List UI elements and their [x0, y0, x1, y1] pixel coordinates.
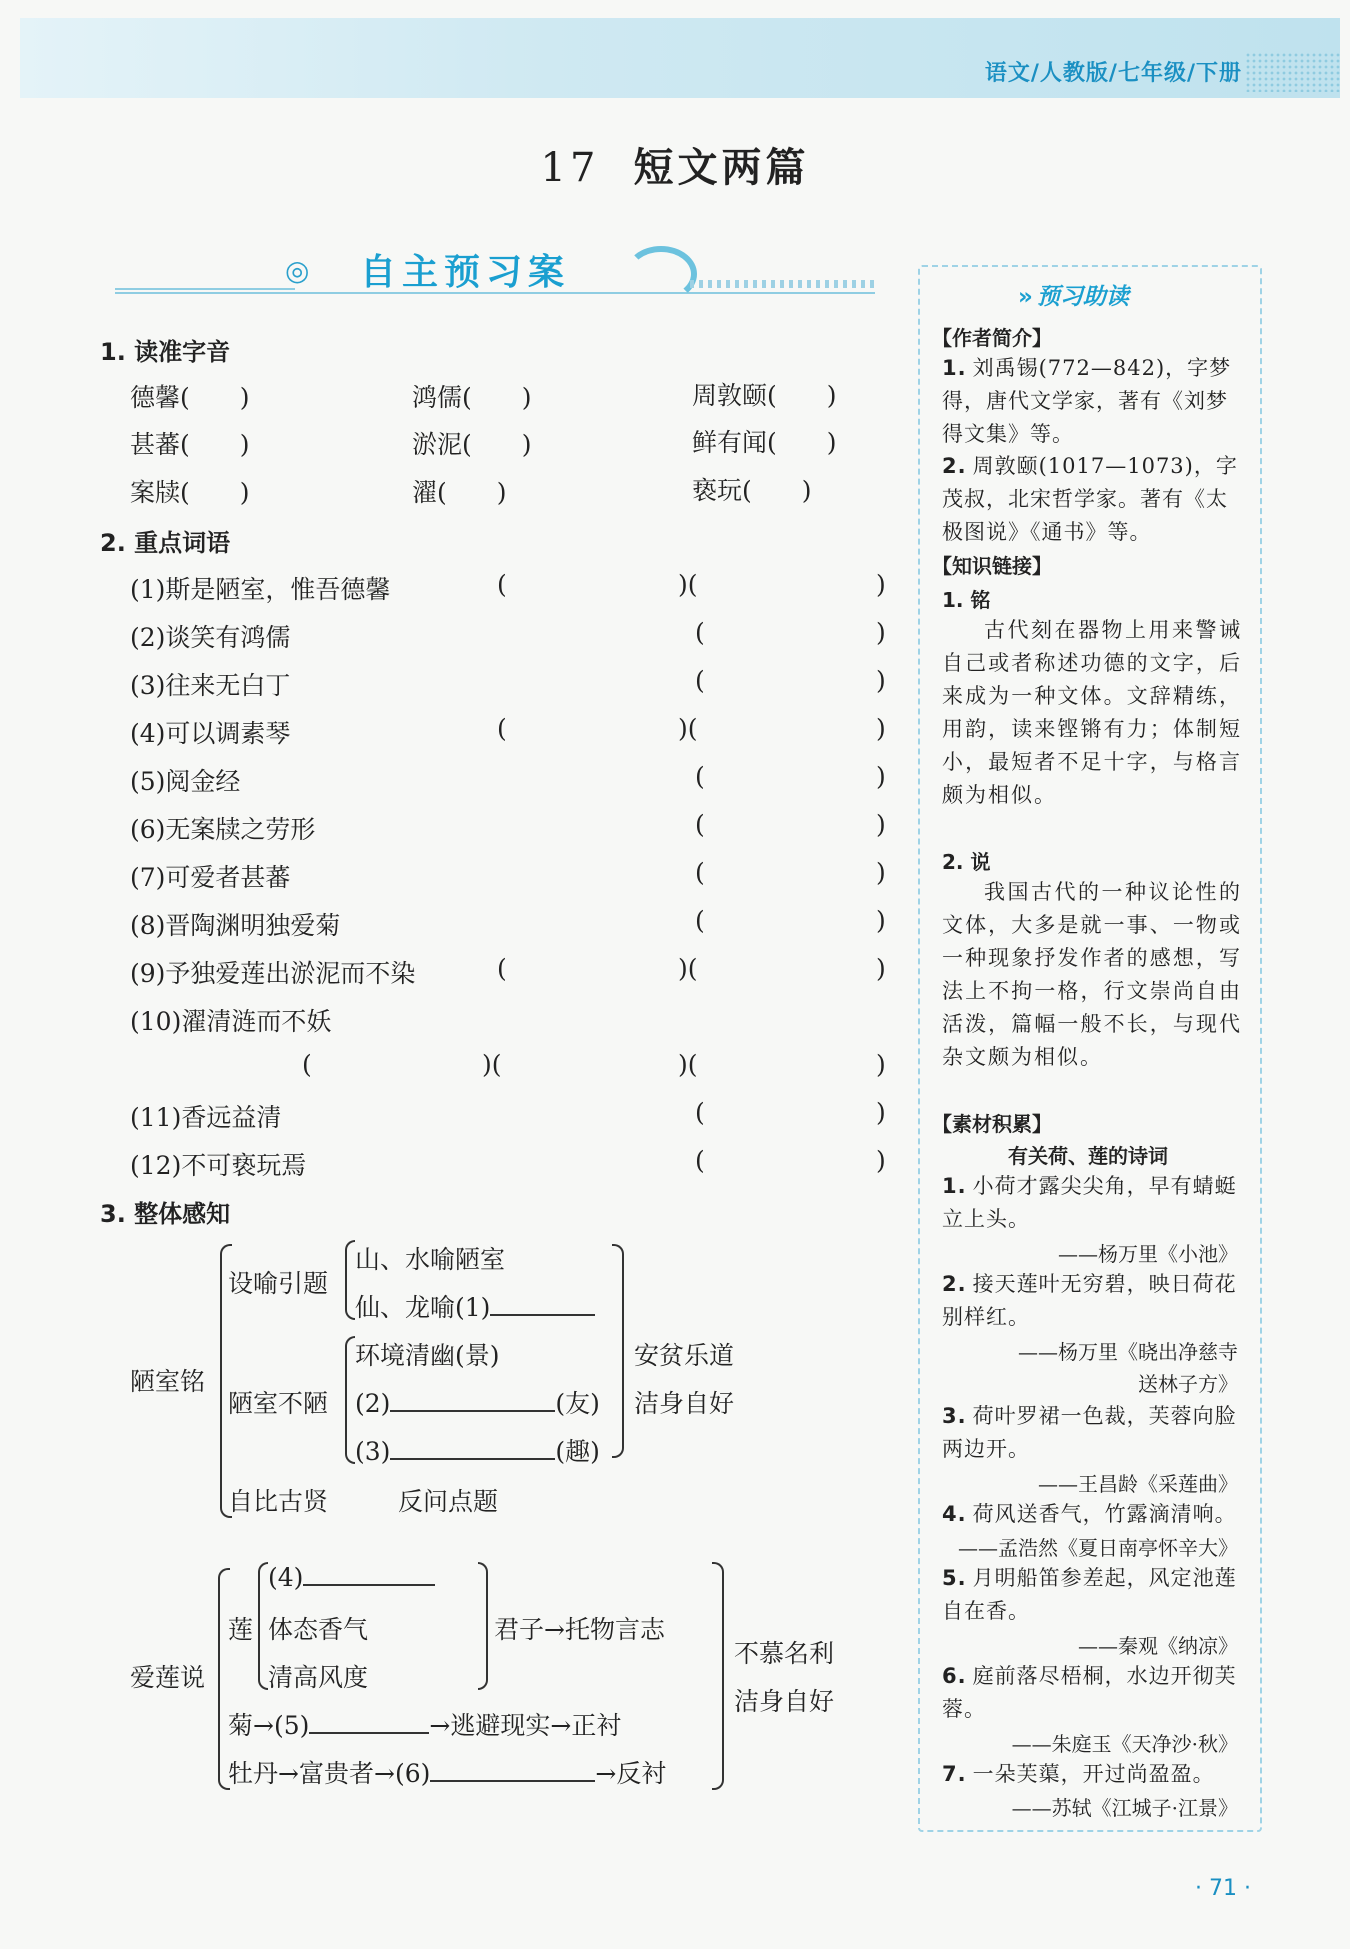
lsm-g2a: 环境清幽(景) [355, 1341, 500, 1370]
answer-paren: ) [876, 714, 886, 743]
answer-paren: ( [695, 906, 705, 935]
brace-als-right [712, 1562, 724, 1790]
q1-heading: 1. 读准字音 [100, 338, 231, 366]
q1-item: 案牍( ) [130, 478, 250, 507]
diagram-root-lsm: 陋室铭 [130, 1367, 206, 1396]
answer-paren: ( [497, 714, 507, 743]
q1-item: 淤泥( ) [412, 430, 532, 459]
answer-paren: )( [678, 1050, 698, 1079]
answer-paren: ) [876, 906, 886, 935]
q2-item: (7)可爱者甚蕃 [130, 863, 291, 892]
lsm-r2: 洁身自好 [634, 1389, 735, 1418]
poem-item: 5. 月明船笛参差起，风定池莲自在香。 [942, 1566, 1237, 1623]
answer-paren: ) [876, 618, 886, 647]
poem-item: 6. 庭前落尽梧桐，水边开彻芙蓉。 [942, 1664, 1237, 1721]
lesson-title: 短文两篇 [633, 144, 810, 191]
answer-paren: ( [695, 666, 705, 695]
section-banner: 自主预习案 [360, 252, 571, 293]
q1-item: 德馨( ) [130, 383, 250, 412]
answer-paren: ) [876, 954, 886, 983]
lesson-number: 17 [540, 145, 600, 191]
lsm-g2c: (3) (趣) [355, 1437, 600, 1466]
q2-item: (10)濯清涟而不妖 [130, 1007, 332, 1036]
als-l2: 体态香气 [268, 1615, 369, 1644]
lsm-g3: 自比古贤 [228, 1487, 329, 1516]
banner-ticks [690, 280, 875, 288]
poem-item: 1. 小荷才露尖尖角，早有蜻蜓立上头。 [942, 1174, 1237, 1231]
banner-arc-decoration [625, 246, 697, 302]
brace-lsm-g2 [345, 1336, 355, 1464]
brace-als-lian-right [478, 1562, 488, 1690]
q2-item: (4)可以调素琴 [130, 719, 291, 748]
answer-paren: ( [497, 570, 507, 599]
q2-item: (8)晋陶渊明独爱菊 [130, 911, 341, 940]
poem-item: 3. 荷叶罗裙一色裁，芙蓉向脸两边开。 [942, 1404, 1237, 1461]
answer-paren: ) [876, 810, 886, 839]
als-r1: 不慕名利 [734, 1639, 835, 1668]
brace-als-lian [258, 1562, 268, 1690]
answer-paren: ) [876, 858, 886, 887]
header-dots [1245, 52, 1340, 92]
poem-source: ——朱庭玉《天净沙·秋》 [1011, 1732, 1238, 1756]
poem-source: ——苏轼《江城子·江景》 [1011, 1796, 1238, 1820]
answer-paren: ( [695, 810, 705, 839]
poem-source: ——秦观《纳凉》 [1078, 1634, 1238, 1658]
q2-item: (9)予独爱莲出淤泥而不染 [130, 959, 416, 988]
target-icon: ◎ [285, 254, 310, 287]
q2-item: (6)无案牍之劳形 [130, 815, 316, 844]
page-title [0, 136, 1350, 193]
poem-list-title: 有关荷、莲的诗词 [1008, 1144, 1168, 1168]
q1-item: 周敦颐( ) [692, 381, 837, 410]
lsm-g1b: 仙、龙喻(1) [355, 1288, 595, 1324]
poem-item: 4. 荷风送香气，竹露滴清响。 [942, 1502, 1237, 1526]
q3-heading: 3. 整体感知 [100, 1200, 231, 1228]
answer-paren: ( [695, 1146, 705, 1175]
double-chevron-icon: » [1018, 284, 1033, 310]
answer-paren: )( [678, 570, 698, 599]
lsm-g3b: 反问点题 [398, 1487, 499, 1516]
knowledge-text: 古代刻在器物上用来警诫自己或者称述功德的文字，后来成为一种文体。文辞精练，用韵，读来铿锵有力；体制短小，最短者不足十字，与格言颇为相似。 [942, 618, 1242, 807]
answer-paren: )( [678, 954, 698, 983]
als-l3: 清高风度 [268, 1663, 369, 1692]
answer-paren: ( [695, 858, 705, 887]
poem-source: ——杨万里《小池》 [1058, 1242, 1238, 1266]
poem-item: 2. 接天莲叶无穷碧，映日荷花别样红。 [942, 1272, 1237, 1329]
als-r2: 洁身自好 [734, 1687, 835, 1716]
q1-item: 鲜有闻( ) [692, 428, 837, 457]
q2-item: (1)斯是陋室，惟吾德馨 [130, 575, 391, 604]
answer-paren: ( [302, 1050, 312, 1079]
brace-lsm-right [612, 1244, 624, 1458]
q1-item: 鸿儒( ) [412, 383, 532, 412]
answer-paren: ( [695, 762, 705, 791]
answer-paren: ) [876, 666, 886, 695]
q2-heading: 2. 重点词语 [100, 529, 231, 557]
brace-lsm-g1 [345, 1240, 355, 1320]
knowledge-heading: 2. 说 [942, 850, 991, 874]
banner-line-left [115, 288, 295, 290]
answer-paren: ( [497, 954, 507, 983]
q2-item: (11)香远益清 [130, 1103, 282, 1132]
poem-source: ——王昌龄《采莲曲》 [1038, 1472, 1238, 1496]
lsm-g1: 设喻引题 [228, 1269, 329, 1298]
answer-paren: )( [482, 1050, 502, 1079]
subject-label: 语文/人教版/七年级/下册 [984, 61, 1242, 86]
answer-paren: ( [695, 1098, 705, 1127]
knowledge-heading: 1. 铭 [942, 588, 991, 612]
lsm-g2b: (2) (友) [355, 1389, 600, 1418]
sidebar-tag-author: 【作者简介】 [932, 326, 1052, 350]
sidebar-heading: » 预习助读 [1018, 284, 1129, 310]
answer-paren: ) [876, 1146, 886, 1175]
q2-item: (12)不可亵玩焉 [130, 1151, 307, 1180]
als-lr: 君子→托物言志 [494, 1615, 665, 1644]
poem-source: ——孟浩然《夏日南亭怀辛大》 [958, 1536, 1238, 1560]
als-lian: 莲 [228, 1615, 254, 1644]
q1-item: 甚蕃( ) [130, 430, 250, 459]
answer-paren: ) [876, 1098, 886, 1127]
answer-paren: )( [678, 714, 698, 743]
lsm-r1: 安贫乐道 [634, 1341, 735, 1370]
als-ju: 菊→(5) →逃避现实→正衬 [228, 1711, 622, 1740]
author-item: 2. 周敦颐(1017—1073)，字茂叔，北宋哲学家。著有《太极图说》《通书》等。 [942, 454, 1238, 544]
knowledge-text: 我国古代的一种议论性的文体，大多是就一事、一物或一种现象抒发作者的感想，写法上不拘一格，行文崇尚自由活泼，篇幅一般不长，与现代杂文颇为相似。 [942, 880, 1242, 1069]
als-l1: (4) [268, 1562, 435, 1592]
poem-source: ——杨万里《晓出净慈寺 [1018, 1340, 1238, 1364]
answer-paren: ( [695, 618, 705, 647]
q2-item: (5)阅金经 [130, 767, 241, 796]
sidebar-tag-material: 【素材积累】 [932, 1112, 1052, 1136]
poem-item: 7. 一朵芙蕖，开过尚盈盈。 [942, 1762, 1215, 1786]
sidebar-tag-knowledge: 【知识链接】 [932, 554, 1052, 578]
poem-source: 送林子方》 [1138, 1372, 1238, 1396]
q2-item: (3)往来无白丁 [130, 671, 291, 700]
q2-item: (2)谈笑有鸿儒 [130, 623, 291, 652]
diagram-root-als: 爱莲说 [130, 1663, 206, 1692]
author-item: 1. 刘禹锡(772—842)，字梦得，唐代文学家，著有《刘梦得文集》等。 [942, 356, 1232, 446]
answer-paren: ) [876, 570, 886, 599]
als-md: 牡丹→富贵者→(6) →反衬 [228, 1759, 667, 1788]
q1-item: 亵玩( ) [692, 476, 812, 505]
lsm-g1a: 山、水喻陋室 [355, 1245, 506, 1274]
lsm-g2: 陋室不陋 [228, 1389, 329, 1418]
page-number: · 71 · [1195, 1876, 1251, 1901]
answer-paren: ) [876, 762, 886, 791]
q1-item: 濯( ) [412, 478, 507, 507]
answer-paren: ) [876, 1050, 886, 1079]
